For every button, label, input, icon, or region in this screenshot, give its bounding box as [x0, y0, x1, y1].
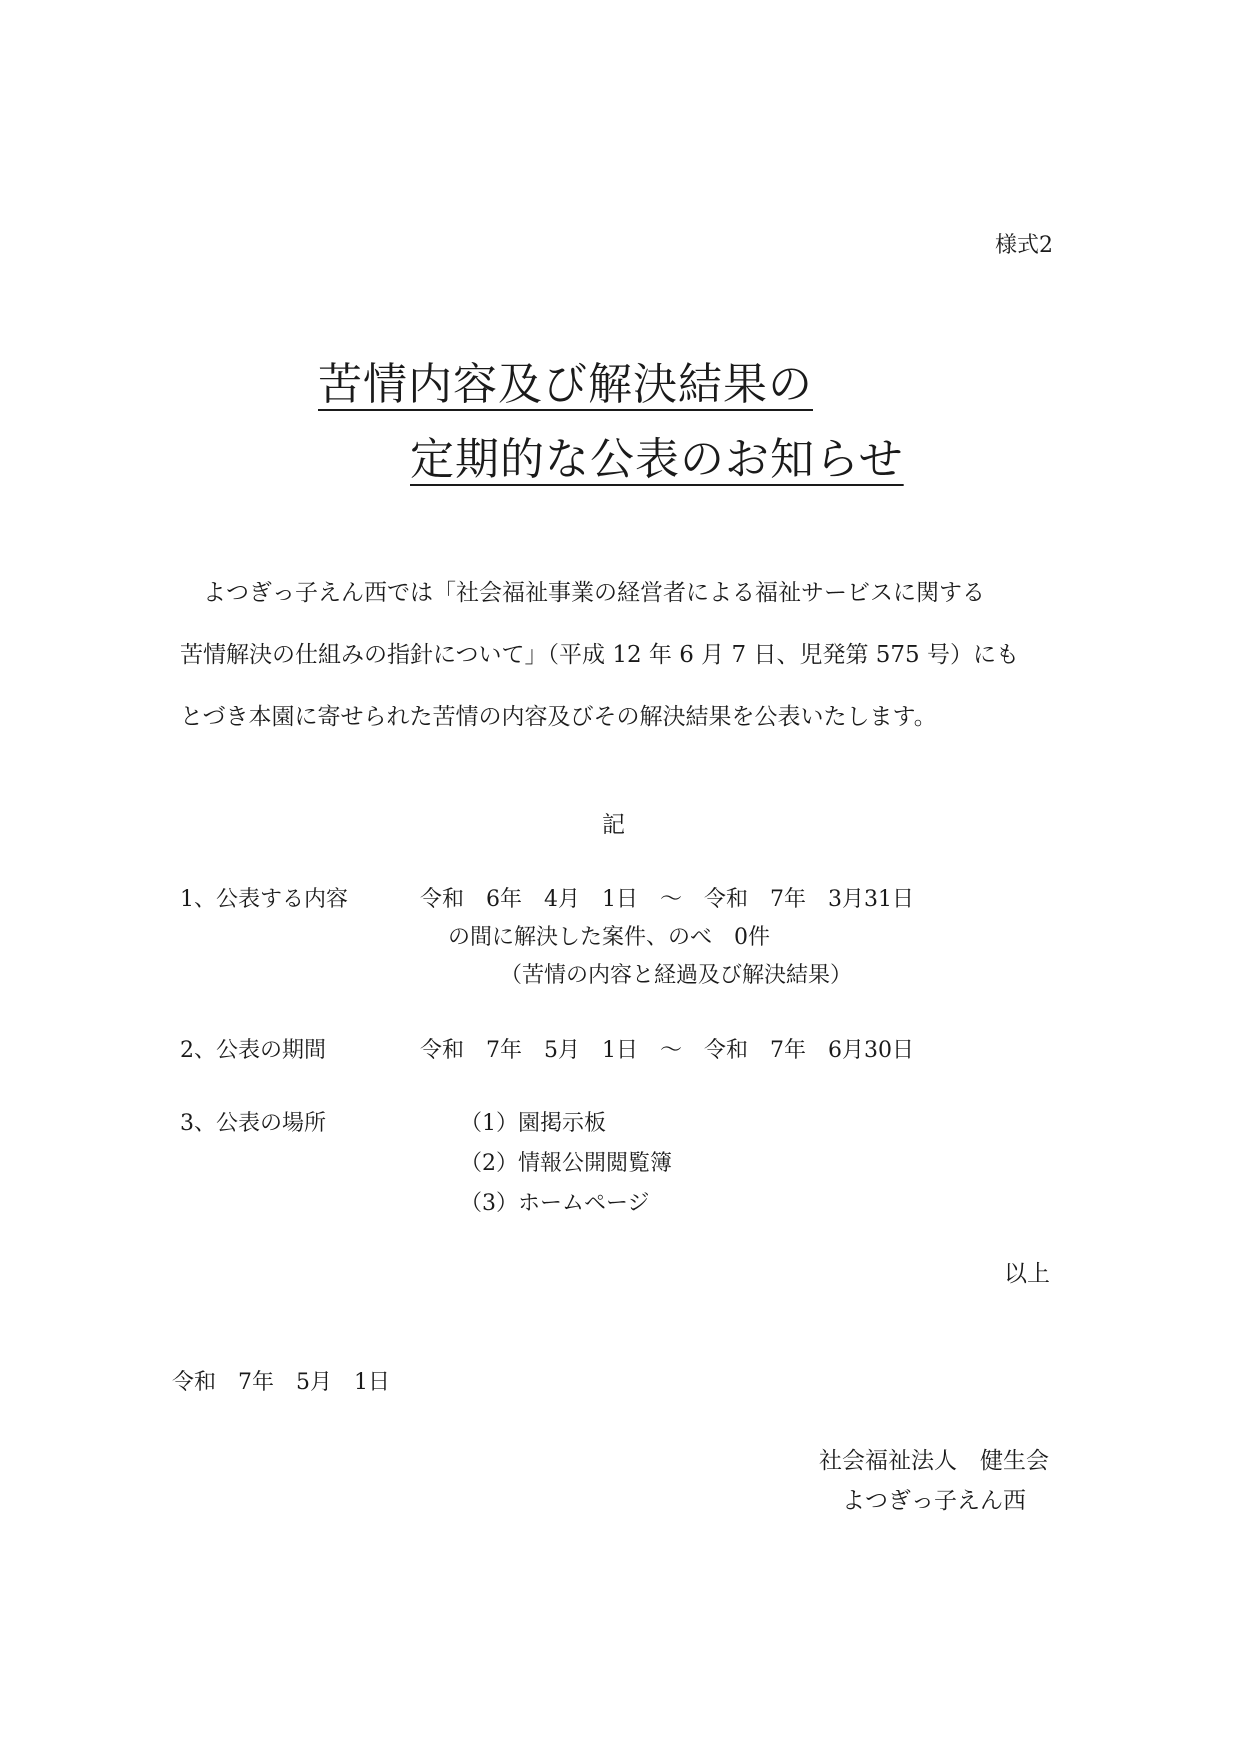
document-title-line-1: 苦情内容及び解決結果の [318, 359, 813, 410]
location-item: （1）園掲示板 [460, 1111, 606, 1136]
document-title-line-2: 定期的な公表のお知らせ [410, 434, 904, 485]
item-1-value: 令和 6年 4月 1日 ～ 令和 7年 3月31日 [420, 887, 914, 912]
body-line-3: とづき本園に寄せられた苦情の内容及びその解決結果を公表いたします。 [180, 704, 937, 730]
location-item: （3）ホームページ [460, 1191, 650, 1216]
ki-heading: 記 [602, 812, 625, 838]
form-number: 様式2 [995, 233, 1053, 258]
item-1-value-2: の間に解決した案件、のべ 0件 [448, 925, 770, 950]
location-item: （2）情報公開閲覧簿 [460, 1151, 672, 1176]
organization-name: 社会福祉法人 健生会 [819, 1448, 1049, 1474]
body-line-2: 苦情解決の仕組みの指針について」（平成 12 年 6 月 7 日、児発第 575 号）にも [180, 642, 1019, 668]
body-paragraph [180, 562, 1060, 748]
item-1-value-3: （苦情の内容と経過及び解決結果） [500, 963, 853, 988]
body-line-1: よつぎっ子えん西では「社会福祉事業の経営者による福祉サービスに関する [203, 580, 985, 606]
item-2-label: 2、公表の期間 [180, 1038, 326, 1063]
facility-name: よつぎっ子えん西 [842, 1488, 1026, 1514]
item-1-label: 1、公表する内容 [180, 887, 348, 912]
document-date: 令和 7年 5月 1日 [172, 1370, 390, 1395]
item-2-value: 令和 7年 5月 1日 ～ 令和 7年 6月30日 [420, 1038, 914, 1063]
closing-mark: 以上 [1004, 1261, 1050, 1287]
item-3-label: 3、公表の場所 [180, 1111, 326, 1136]
